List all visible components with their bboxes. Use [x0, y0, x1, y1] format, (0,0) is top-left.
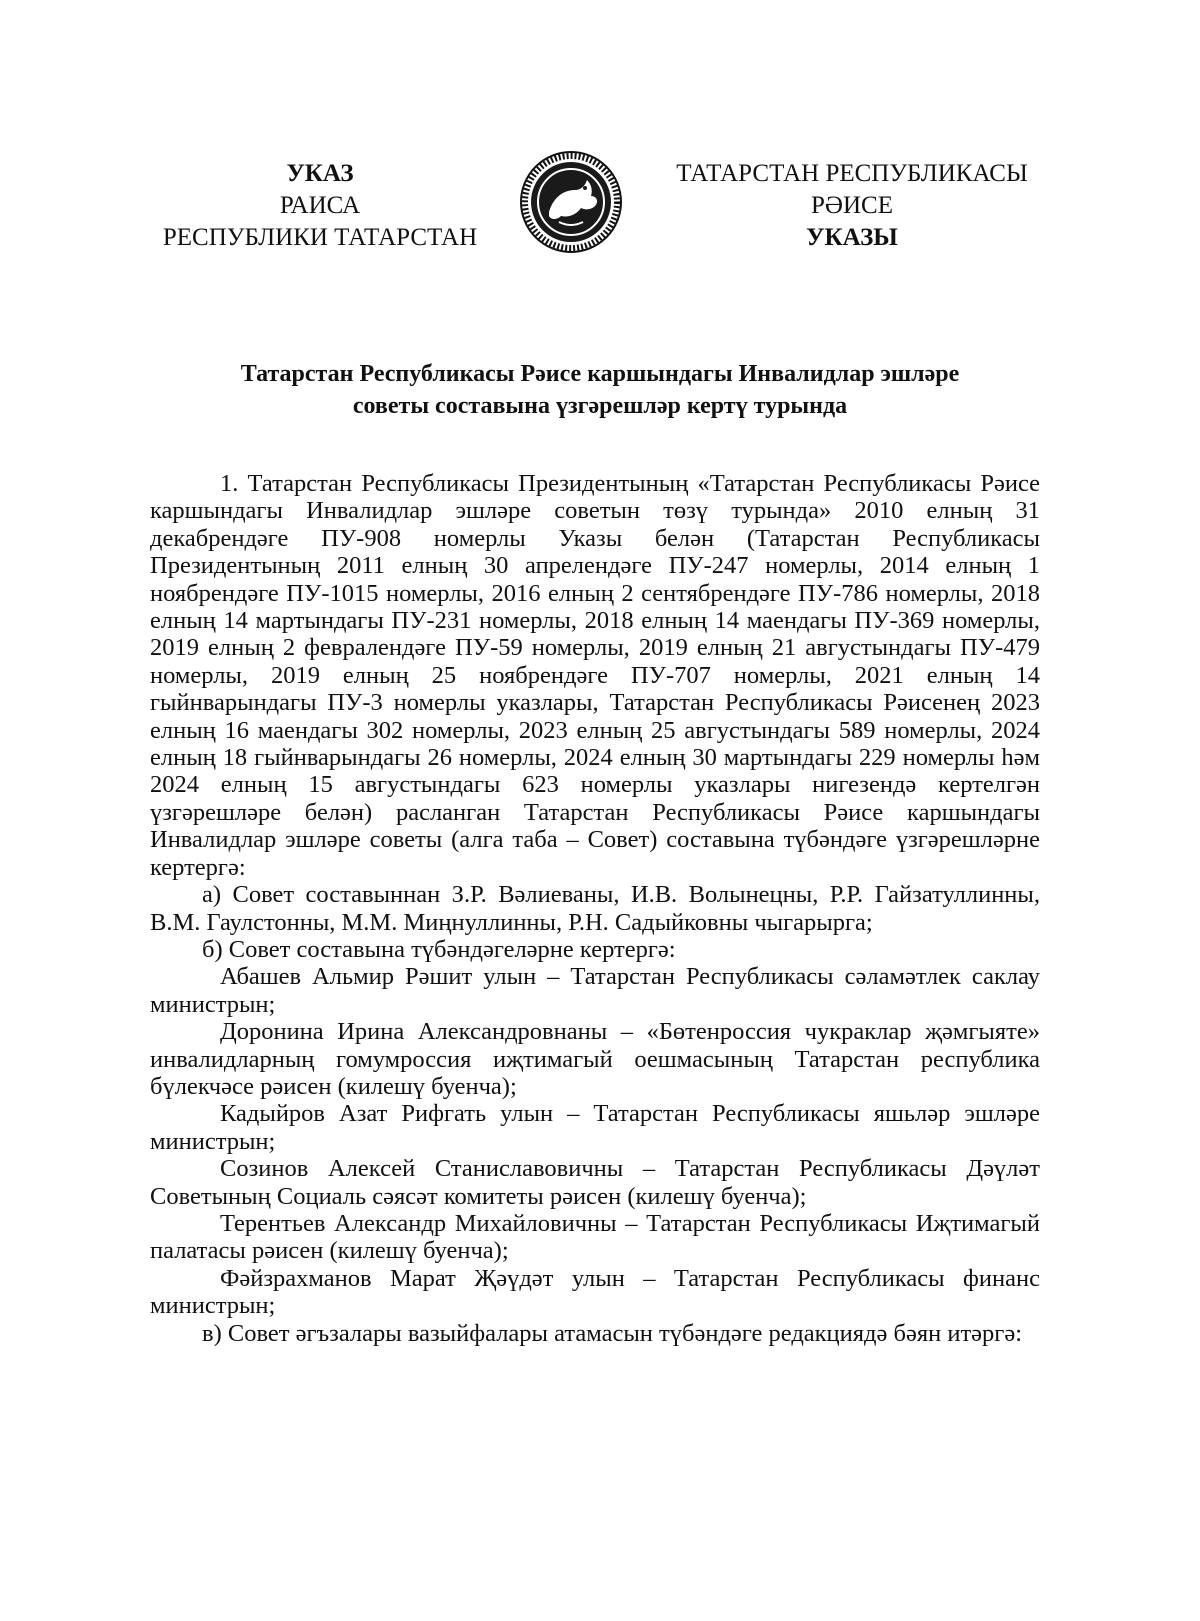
decree-title-line-1: Татарстан Республикасы Рәисе каршындагы Инвалидлар эшләре	[240, 361, 960, 387]
header-right-tatar	[662, 158, 1042, 254]
header-left-line-3: РЕСПУБЛИКИ ТАТАРСТАН	[162, 224, 478, 251]
paragraph-b: б) Совет составына түбәндәгеләрне кертергә:	[202, 935, 676, 963]
paragraph-v: в) Совет әгъзалары вазыйфалары атамасын түбәндәге редакциядә бәян итәргә:	[202, 1319, 1023, 1347]
paragraph-1: 1. Татарстан Республикасы Президентының «Татарстан Республикасы Рәисе каршындагы Инвалидлар эшләре советын төзү турында» 2010 елның 31 декабрендәге ПУ-908 номерлы Указы белән (Татарстан Республикасы Президентының 2011 елның 30 апрелендәге ПУ-247 номерлы, 2014 елның 1 ноябрендәге ПУ-1015 номерлы, 2016 елның 2 сентябрендәге ПУ-786 номерлы, 2018 елның 14 мартындагы ПУ-231 номерлы, 2018 елның 14 маендагы ПУ-369 номерлы, 2019 елның 2 февралендәге ПУ-59 номерлы, 2019 елның 21 августындагы ПУ-479 номерлы, 2019 елның 25 ноябрендәге ПУ-707 номерлы, 2021 елның 14 гыйнварындагы ПУ-3 номерлы указлары, Татарстан Республикасы Рәисенең 2023 елның 16 маендагы 302 номерлы, 2023 елның 25 августындагы 589 номерлы, 2024 елның 18 гыйнварындагы 26 номерлы, 2024 елның 30 мартындагы 229 номерлы һәм 2024 елның 15 августындагы 623 номерлы указлары нигезендә кертелгән үзгәрешләре белән) расланган Татарстан Республикасы Рәисе каршындагы Инвалидлар эшләре советы (алга таба – Совет) составына түбәндәге үзгәрешләрне кертергә:	[150, 470, 1040, 881]
member-kadyirov: Кадыйров Азат Рифгать улын – Татарстан Республикасы яшьләр эшләре министрын;	[150, 1100, 1040, 1155]
document-header	[0, 158, 1200, 258]
paragraph-a: а) Совет составыннан З.Р. Вәлиеваны, И.В. Волынецны, Р.Р. Гайзатуллинны, В.М. Гаулстонны, М.М. Миңнуллинны, Р.Н. Садыйковны чыгарырга;	[150, 881, 1040, 936]
member-terentyev: Терентьев Александр Михайловичны – Татарстан Республикасы Иҗтимагый палатасы рәисен (килешү буенча);	[150, 1209, 1040, 1265]
header-left-line-1: УКАЗ	[286, 160, 354, 187]
coat-of-arms-emblem-icon	[519, 150, 623, 254]
member-fayzrakhmanov: Фәйзрахманов Марат Җәүдәт улын – Татарстан Республикасы финанс министрын;	[150, 1264, 1040, 1320]
header-left-russian	[150, 158, 490, 254]
member-abashev: Абашев Альмир Рәшит улын – Татарстан Республикасы сәламәтлек саклау министрын;	[150, 963, 1040, 1018]
decree-title-line-2: советы составына үзгәрешләр кертү турында	[352, 393, 848, 419]
decree-body	[150, 470, 1040, 1347]
header-right-line-2: РӘИСЕ	[811, 192, 893, 219]
header-left-line-2: РАИСА	[279, 192, 361, 219]
member-sozinov: Созинов Алексей Станиславовичны – Татарстан Республикасы Дәүләт Советының Социаль сәясәт комитеты рәисен (килешү буенча);	[150, 1155, 1040, 1210]
member-doronina: Доронина Ирина Александровнаны – «Бөтенроссия чукраклар җәмгыяте» инвалидларның гомумроссия иҗтимагый оешмасының Татарстан республика бүлекчәсе рәисен (килешү буенча);	[150, 1018, 1040, 1100]
decree-title	[150, 358, 1050, 422]
header-right-line-1: ТАТАРСТАН РЕСПУБЛИКАСЫ	[676, 160, 1028, 187]
header-right-line-3: УКАЗЫ	[806, 224, 898, 251]
